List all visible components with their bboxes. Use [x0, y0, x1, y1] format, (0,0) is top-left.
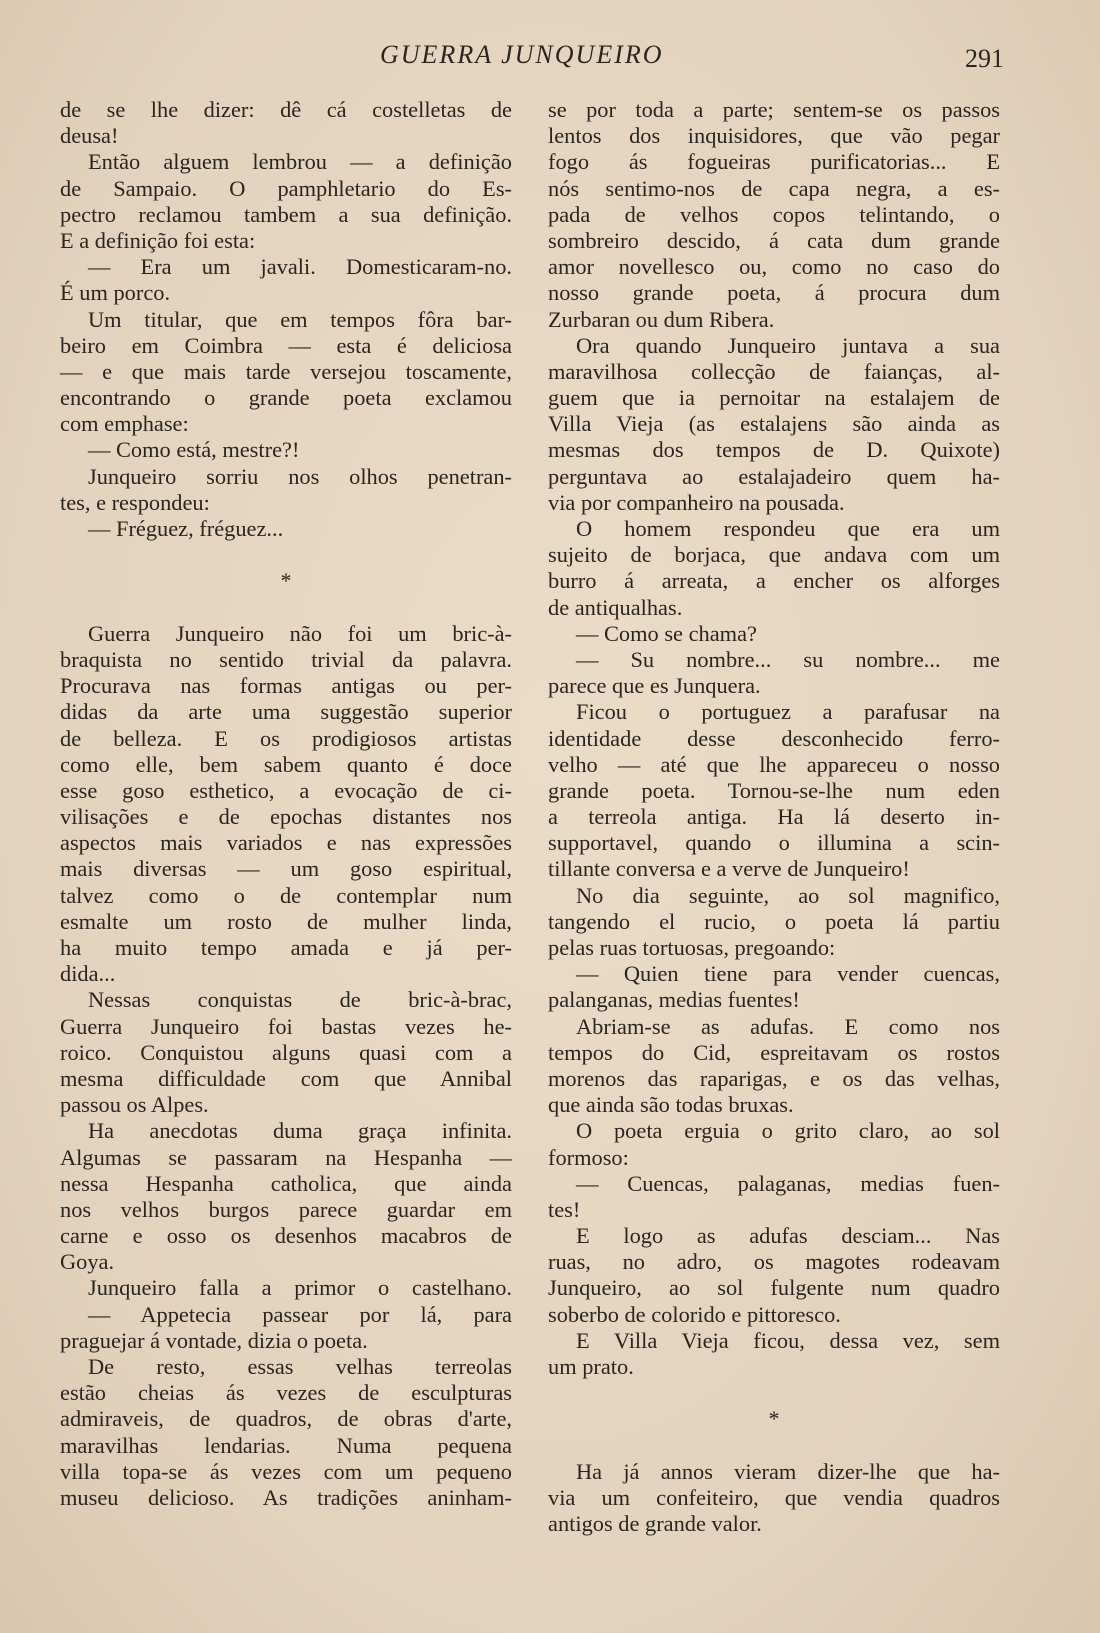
blank-line	[60, 595, 512, 621]
text-line: — Quien tiene para vender cuencas,	[576, 961, 1000, 987]
text-line: Um titular, que em tempos fôra bar-	[88, 306, 512, 332]
text-line: O poeta erguia o grito claro, ao sol	[576, 1118, 1000, 1144]
text-line: nosso grande poeta, á procura dum	[548, 280, 1000, 306]
text-line: — e que mais tarde versejou toscamente,	[60, 358, 512, 384]
text-line: Junqueiro sorriu nos olhos penetran-	[88, 463, 512, 489]
text-line: esmalte um rosto de mulher linda,	[60, 908, 512, 934]
text-line: mesma difficuldade com que Annibal	[60, 1065, 512, 1091]
text-line: sombreiro descido, á cata dum grande	[548, 227, 1000, 253]
text-line: deusa!	[60, 123, 119, 149]
text-line: pada de velhos copos telintando, o	[548, 201, 1000, 227]
text-line: sujeito de borjaca, que andava com um	[548, 542, 1000, 568]
text-line: Zurbaran ou dum Ribera.	[548, 306, 775, 332]
text-line: formoso:	[548, 1144, 629, 1170]
text-line: esse goso esthetico, a evocação de ci-	[60, 777, 512, 803]
text-line: velho — até que lhe appareceu o nosso	[548, 751, 1000, 777]
text-line: pelas ruas tortuosas, pregoando:	[548, 935, 836, 960]
text-line: braquista no sentido trivial da palavra.	[60, 646, 512, 672]
text-line: tes!	[548, 1196, 581, 1222]
text-line: de se lhe dizer: dê cá costelletas de	[60, 97, 512, 122]
text-line: Goya.	[60, 1249, 115, 1275]
text-line: E a definição foi esta:	[60, 227, 256, 253]
text-line: estão cheias ás vezes de esculpturas	[60, 1380, 512, 1406]
text-line: maravilhosa collecção de faianças, al-	[548, 358, 1000, 384]
text-line: roico. Conquistou alguns quasi com a	[60, 1039, 512, 1065]
text-line: perguntava ao estalajadeiro quem ha-	[548, 463, 1000, 489]
text-line: — Cuencas, palaganas, medias fuen-	[576, 1170, 1000, 1196]
text-line: Ha já annos vieram dizer-lhe que ha-	[576, 1458, 1000, 1484]
text-line: parece que es Junquera.	[548, 673, 761, 699]
text-line: grande poeta. Tornou-se-lhe num eden	[548, 777, 1000, 803]
text-line: praguejar á vontade, dizia o poeta.	[60, 1327, 368, 1353]
blank-line	[60, 542, 512, 568]
text-line: tillante conversa e a verve de Junqueiro!	[548, 856, 910, 882]
text-line: de antiqualhas.	[548, 594, 683, 620]
text-line: Algumas se passaram na Hespanha —	[60, 1144, 512, 1170]
text-line: soberbo de colorido e pittoresco.	[548, 1301, 841, 1327]
text-line: Guerra Junqueiro foi bastas vezes he-	[60, 1013, 512, 1039]
text-line: talvez como o de contemplar num	[60, 882, 512, 908]
page-number: 291	[965, 44, 1004, 73]
text-line: carne e osso os desenhos macabros de	[60, 1223, 512, 1249]
text-line: Abriam-se as adufas. E como nos	[576, 1013, 1000, 1039]
text-line: didas da arte uma suggestão superior	[60, 699, 512, 725]
text-line: um prato.	[548, 1354, 634, 1379]
text-line: via um confeiteiro, que vendia quadros	[548, 1484, 1000, 1510]
text-line: passou os Alpes.	[60, 1092, 209, 1118]
text-line: — Era um javali. Domesticaram-no.	[88, 254, 512, 280]
section-ornament: *	[280, 568, 292, 594]
text-line: Ficou o portuguez a parafusar na	[576, 699, 1000, 725]
text-line: lentos dos inquisidores, que vão pegar	[548, 123, 1000, 149]
text-line: morenos das raparigas, e os das velhas,	[548, 1065, 1000, 1091]
text-line: encontrando o grande poeta exclamou	[60, 385, 512, 411]
text-line: museu delicioso. As tradições aninham-	[60, 1484, 512, 1510]
text-line: — Como está, mestre?!	[88, 437, 300, 463]
text-line: nos velhos burgos parece guardar em	[60, 1196, 512, 1222]
text-line: que ainda são todas bruxas.	[548, 1092, 794, 1118]
text-line: Guerra Junqueiro não foi um bric-à-	[88, 620, 512, 646]
text-line: É um porco.	[60, 280, 171, 306]
text-line: Junqueiro falla a primor o castelhano.	[88, 1275, 512, 1301]
text-line: supportavel, quando o illumina a scin-	[548, 830, 1000, 856]
text-line: fogo ás fogueiras purificatorias... E	[548, 149, 1000, 175]
text-line: vilisações e de epochas distantes nos	[60, 804, 512, 830]
text-line: tes, e respondeu:	[60, 489, 210, 515]
text-line: como elle, bem sabem quanto é doce	[60, 751, 512, 777]
text-line: — Como se chama?	[576, 620, 757, 646]
section-ornament: *	[768, 1406, 780, 1432]
text-line: Villa Vieja (as estalajens são ainda as	[548, 411, 1000, 437]
text-line: O homem respondeu que era um	[576, 516, 1000, 541]
text-line: — Su nombre... su nombre... me	[576, 646, 1000, 672]
running-title: GUERRA JUNQUEIRO	[380, 40, 664, 69]
text-line: dida...	[60, 961, 116, 987]
text-line: — Fréguez, fréguez...	[88, 516, 284, 541]
text-line: Então alguem lembrou — a definição	[88, 149, 512, 175]
text-line: tempos do Cid, espreitavam os rostos	[548, 1039, 1000, 1065]
text-line: Junqueiro, ao sol fulgente num quadro	[548, 1275, 1000, 1301]
text-line: villa topa-se ás vezes com um pequeno	[60, 1458, 512, 1484]
text-line: aspectos mais variados e nas expressões	[60, 830, 512, 856]
text-line: Ora quando Junqueiro juntava a sua	[576, 332, 1000, 358]
text-line: E logo as adufas desciam... Nas	[576, 1223, 1000, 1249]
text-line: E Villa Vieja ficou, dessa vez, sem	[576, 1327, 1000, 1353]
text-line: ha muito tempo amada e já per-	[60, 935, 512, 960]
text-line: de belleza. E os prodigiosos artistas	[60, 725, 512, 751]
blank-line	[548, 1380, 1000, 1406]
text-line: Ha anecdotas duma graça infinita.	[88, 1118, 512, 1144]
text-line: admiraveis, de quadros, de obras d'arte,	[60, 1406, 512, 1432]
text-line: No dia seguinte, ao sol magnifico,	[576, 882, 1000, 908]
text-line: via por companheiro na pousada.	[548, 489, 845, 515]
text-line: identidade desse desconhecido ferro-	[548, 725, 1000, 751]
text-line: com emphase:	[60, 411, 189, 437]
text-line: guem que ia pernoitar na estalajem de	[548, 385, 1000, 411]
text-line: pectro reclamou tambem a sua definição.	[60, 201, 512, 227]
text-line: maravilhas lendarias. Numa pequena	[60, 1432, 512, 1458]
text-line: ruas, no adro, os magotes rodeavam	[548, 1249, 1000, 1275]
text-line: Procurava nas formas antigas ou per-	[60, 673, 512, 699]
text-line: se por toda a parte; sentem-se os passos	[548, 97, 1000, 122]
text-line: Nessas conquistas de bric-à-brac,	[88, 987, 512, 1013]
text-line: tangendo el rucio, o poeta lá partiu	[548, 908, 1000, 934]
text-line: amor novellesco ou, como no caso do	[548, 254, 1000, 280]
text-line: de Sampaio. O pamphletario do Es-	[60, 175, 512, 201]
text-line: mesmas dos tempos de D. Quixote)	[548, 437, 1000, 463]
text-line: antigos de grande valor.	[548, 1511, 762, 1537]
text-line: a terreola antiga. Ha lá deserto in-	[548, 804, 1000, 830]
text-line: palanganas, medias fuentes!	[548, 987, 800, 1013]
text-line: — Appetecia passear por lá, para	[88, 1301, 512, 1327]
text-line: De resto, essas velhas terreolas	[88, 1354, 512, 1379]
text-line: beiro em Coimbra — esta é deliciosa	[60, 332, 512, 358]
left-text-column	[60, 97, 512, 1511]
text-line: mais diversas — um goso espiritual,	[60, 856, 512, 882]
right-text-column	[548, 97, 1000, 1537]
text-line: nós sentimo-nos de capa negra, a es-	[548, 175, 1000, 201]
text-line: burro á arreata, a encher os alforges	[548, 568, 1000, 594]
blank-line	[548, 1433, 1000, 1459]
text-line: nessa Hespanha catholica, que ainda	[60, 1170, 512, 1196]
